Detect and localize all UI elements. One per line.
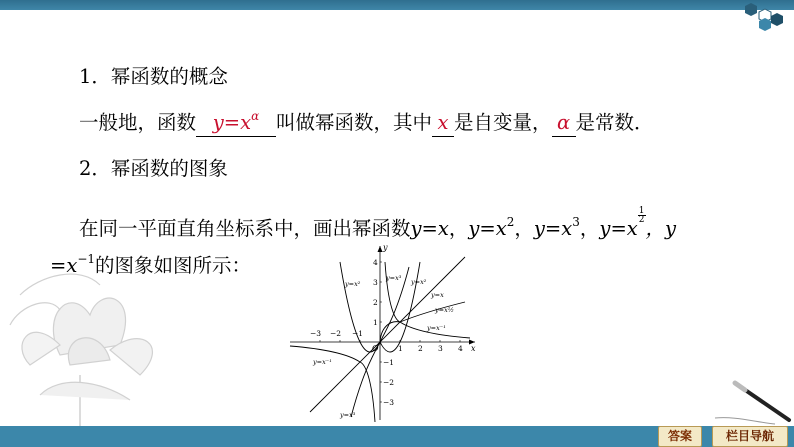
answer-button[interactable]: 答案 xyxy=(658,426,702,447)
power-function-graph xyxy=(285,242,480,422)
x-tick-3: 3 xyxy=(438,344,443,353)
y-tick-4: 4 xyxy=(373,258,378,267)
hexagon-logo-icon xyxy=(735,2,785,32)
label-y-equals-x: y=x xyxy=(431,291,444,299)
label-x-cubed-bottom: y=x³ xyxy=(340,411,356,419)
y-axis-label: y xyxy=(383,243,388,252)
label-x-cubed-top: y=x³ xyxy=(386,274,402,282)
x-tick-2: 2 xyxy=(418,344,423,353)
top-bar xyxy=(0,0,794,10)
y-tick-neg1: −1 xyxy=(383,358,395,367)
label-sqrt: y=x½ xyxy=(435,306,455,314)
x-axis-label: x xyxy=(471,344,476,353)
origin-label: O xyxy=(372,344,379,353)
graph-description-line-2: $=x^{-1}$的图象如图所示： xyxy=(50,252,252,277)
label-x-squared-left: y=x² xyxy=(345,280,361,288)
x-tick-4: 4 xyxy=(458,344,463,353)
x-tick-neg1: −1 xyxy=(352,329,364,338)
answer-blank-1: $y=x^\alpha$ xyxy=(196,110,276,137)
x-tick-1: 1 xyxy=(398,344,403,353)
power-function-definition: 一般地，函数 $y=x^\alpha$ 叫做幂函数，其中 x 是自变量， α 是常数． xyxy=(79,110,654,137)
brush-decoration-icon xyxy=(705,378,794,426)
y-tick-2: 2 xyxy=(373,298,378,307)
y-tick-3: 3 xyxy=(373,278,378,287)
answer-blank-3: α xyxy=(552,110,576,137)
lotus-decoration-icon xyxy=(0,255,180,426)
answer-blank-2: x xyxy=(432,110,454,137)
section-nav-button[interactable]: 栏目导航 xyxy=(712,426,788,447)
half-exponent: $\frac{1}{2}$ xyxy=(638,206,645,225)
y-tick-1: 1 xyxy=(373,318,378,327)
y-tick-neg2: −2 xyxy=(383,378,395,387)
x-tick-neg2: −2 xyxy=(330,329,342,338)
x-tick-neg3: −3 xyxy=(310,329,322,338)
label-inverse-left: y=x⁻¹ xyxy=(313,358,332,366)
curve-y-equals-inverse-x-left xyxy=(290,346,375,422)
graph-description-line-1: 在同一平面直角坐标系中，画出幂函数y=x，$y=x^2$，$y=x^3$，y=x $\frac{1}{2}$ ，y xyxy=(79,206,677,240)
label-x-squared-right: y=x² xyxy=(411,278,427,286)
heading-power-function-concept: 1．幂函数的概念 xyxy=(79,65,228,88)
heading-power-function-graph: 2．幂函数的图象 xyxy=(79,157,228,180)
y-tick-neg3: −3 xyxy=(383,398,395,407)
label-inverse-right: y=x⁻¹ xyxy=(427,324,446,332)
